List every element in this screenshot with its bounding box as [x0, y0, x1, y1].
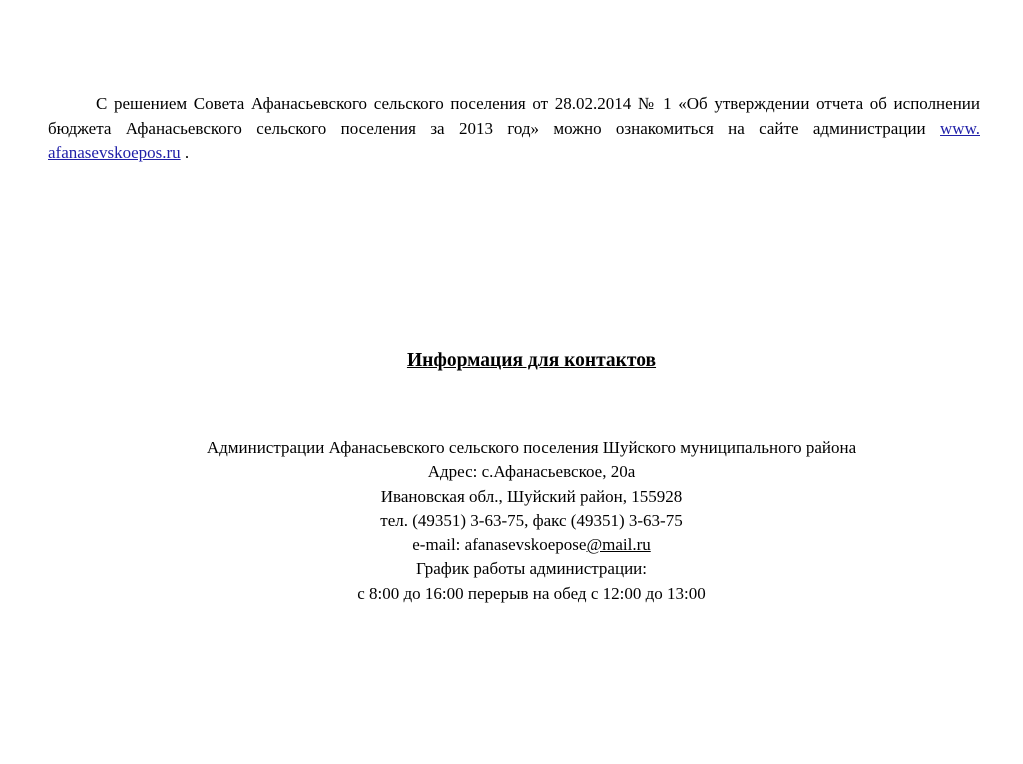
contacts-title: Информация для контактов — [406, 350, 657, 371]
address-line: Адрес: с.Афанасьевское, 20а — [427, 462, 636, 482]
phone-line: тел. (49351) 3-63-75, факс (49351) 3-63-75 — [380, 510, 683, 530]
site-link-domain[interactable]: afanasevskoepos.ru — [48, 143, 181, 162]
notice-end: . — [184, 143, 190, 162]
budget-report-notice — [48, 92, 980, 166]
site-link-www[interactable]: www. — [940, 118, 980, 138]
notice-text: С решением Совета Афанасьевского сельского поселения от 28.02.2014 № 1 «Об утверждении отчета об исполнении бюджета Афанасьевского сельского поселения за 2013 год» можно ознакомиться на сайте администрации — [48, 94, 980, 138]
email-domain-link[interactable]: @mail.ru — [586, 535, 651, 555]
contacts-block — [0, 436, 1023, 606]
organization-name: Администрации Афанасьевского сельского поселения Шуйского муниципального района — [206, 438, 857, 457]
schedule-title: График работы администрации: — [416, 559, 647, 579]
email-line — [0, 533, 1023, 557]
region-line: Ивановская обл., Шуйский район, 155928 — [380, 486, 683, 506]
schedule-hours: с 8:00 до 16:00 перерыв на обед с 12:00 до 13:00 — [357, 583, 706, 603]
email-prefix: e-mail: afanasevskoepose — [412, 535, 587, 555]
